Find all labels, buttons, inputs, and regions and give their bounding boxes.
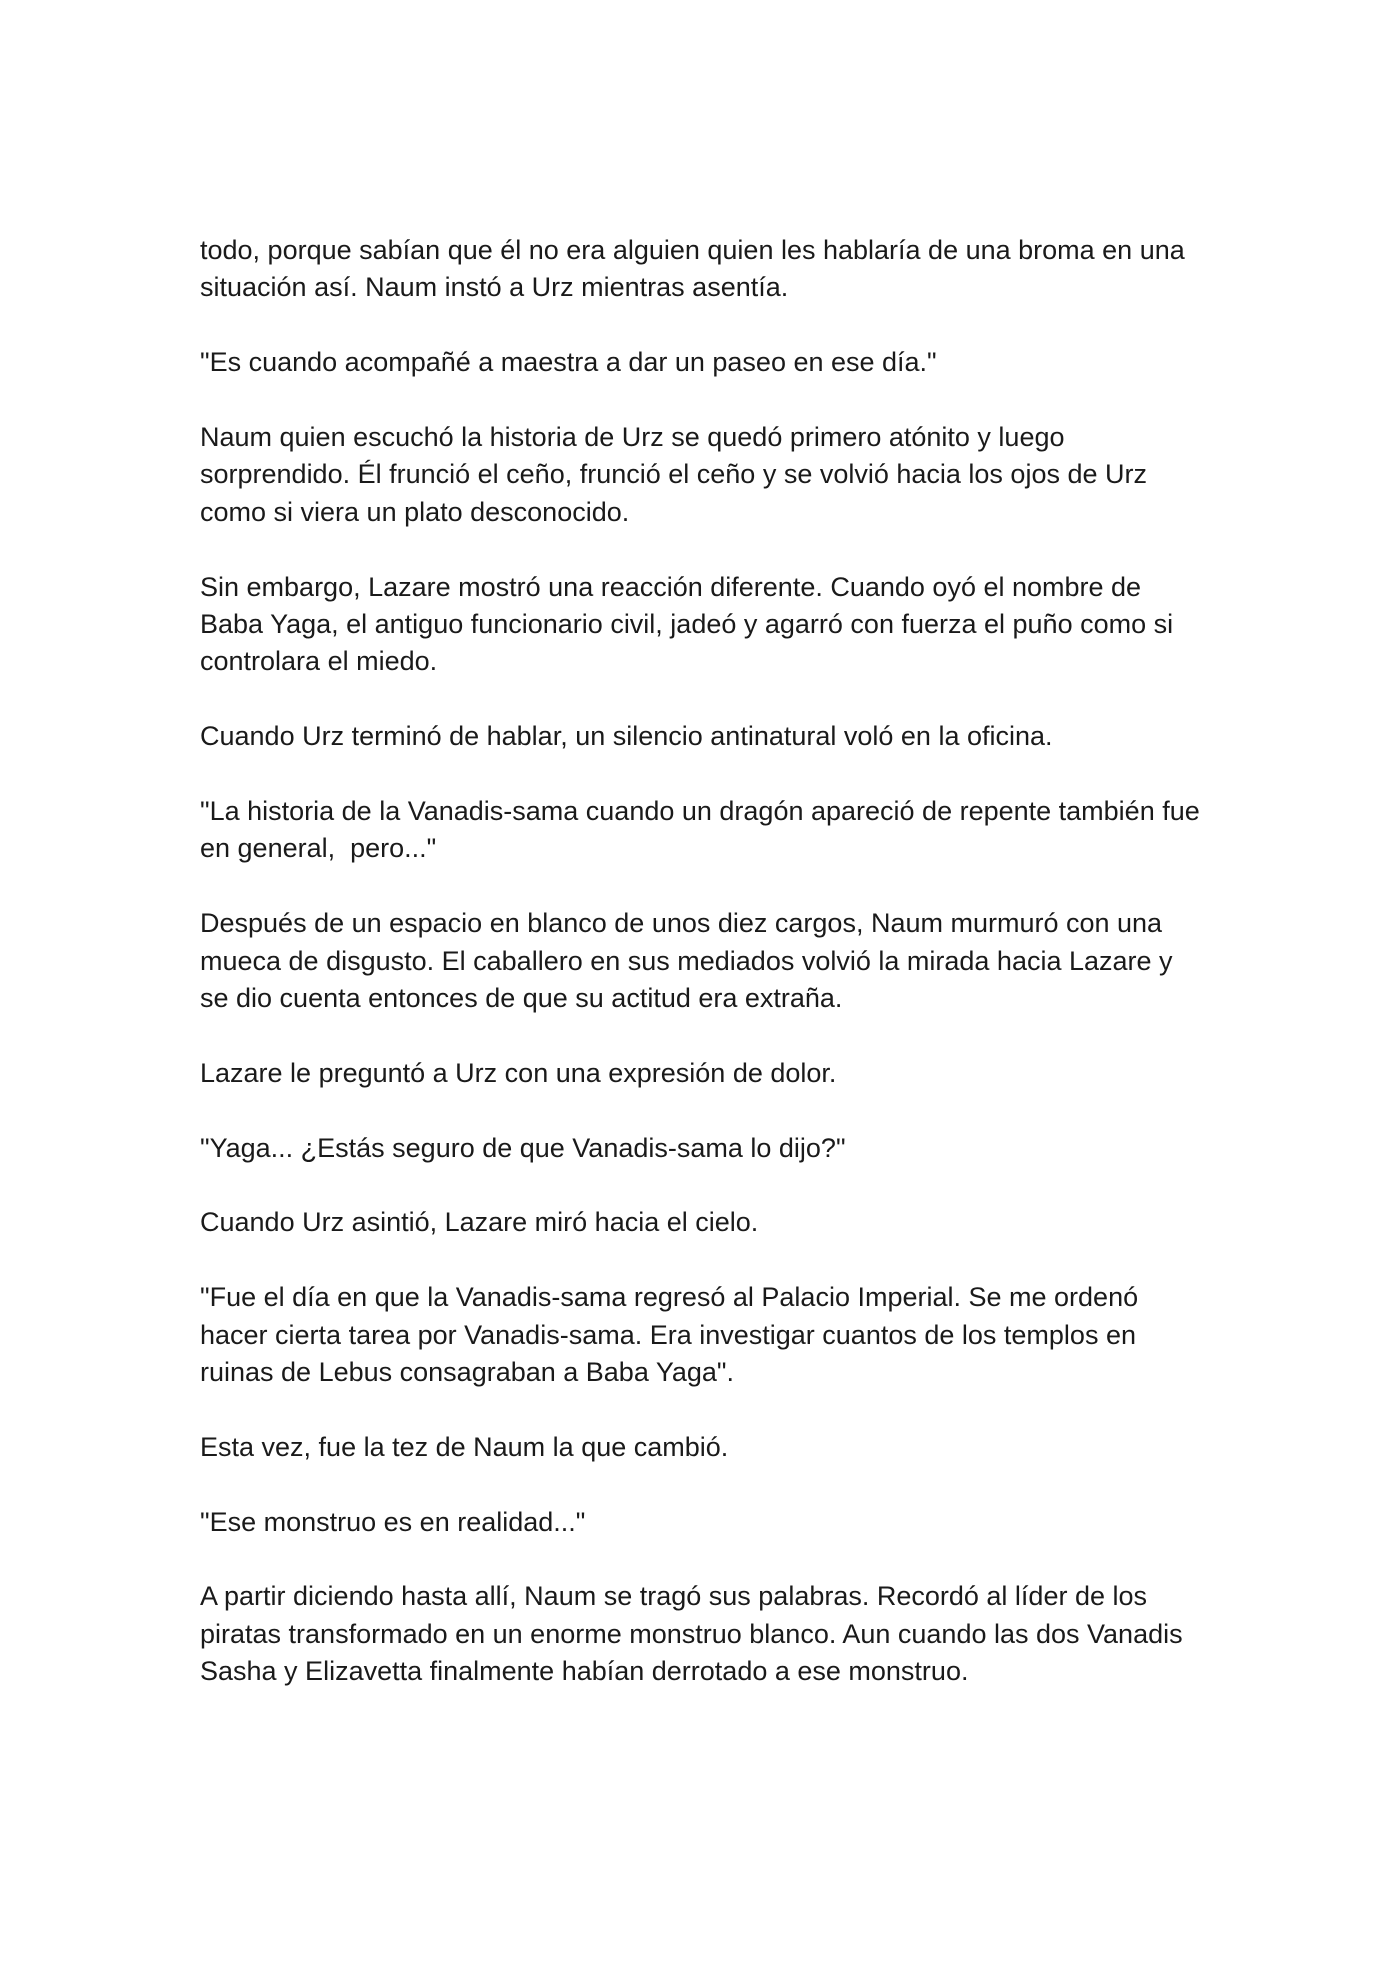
paragraph: Lazare le preguntó a Urz con una expresión de dolor. [200, 1057, 837, 1088]
paragraph: "Es cuando acompañé a maestra a dar un paseo en ese día." [200, 347, 937, 378]
paragraph: Sin embargo, Lazare mostró una reacción diferente. Cuando oyó el nombre de Baba Yaga, el antiguo funcionario civil, jadeó y agarró con fuerza el puño como si controlara el miedo. [200, 571, 1181, 677]
paragraph: "Yaga... ¿Estás seguro de que Vanadis-sama lo dijo?" [200, 1132, 846, 1163]
paragraph: Esta vez, fue la tez de Naum la que cambió. [200, 1431, 729, 1462]
paragraph: A partir diciendo hasta allí, Naum se tragó sus palabras. Recordó al líder de los piratas transformado en un enorme monstruo blanco. Aun cuando las dos Vanadis Sasha y Elizavetta finalmente habían derrotado a ese monstruo. [200, 1581, 1191, 1687]
body-text [200, 232, 1208, 1728]
paragraph: Cuando Urz terminó de hablar, un silencio antinatural voló en la oficina. [200, 721, 1053, 752]
paragraph: todo, porque sabían que él no era alguien quien les hablaría de una broma en una situación así. Naum instó a Urz mientras asentía. [200, 235, 1193, 303]
paragraph: "Fue el día en que la Vanadis-sama regresó al Palacio Imperial. Se me ordenó hacer cierta tarea por Vanadis-sama. Era investigar cuantos de los templos en ruinas de Lebus consagraban a Baba Yaga". [200, 1282, 1146, 1388]
paragraph: "La historia de la Vanadis-sama cuando un dragón apareció de repente también fue en general, pero..." [200, 796, 1208, 864]
paragraph: "Ese monstruo es en realidad..." [200, 1506, 586, 1537]
paragraph: Después de un espacio en blanco de unos diez cargos, Naum murmuró con una mueca de disgusto. El caballero en sus mediados volvió la mirada hacia Lazare y se dio cuenta entonces de que su actitud era extraña. [200, 908, 1181, 1014]
paragraph: Naum quien escuchó la historia de Urz se quedó primero atónito y luego sorprendido. Él frunció el ceño, frunció el ceño y se volvió hacia los ojos de Urz como si viera un plato desconocido. [200, 422, 1155, 527]
paragraph: Cuando Urz asintió, Lazare miró hacia el cielo. [200, 1207, 759, 1238]
